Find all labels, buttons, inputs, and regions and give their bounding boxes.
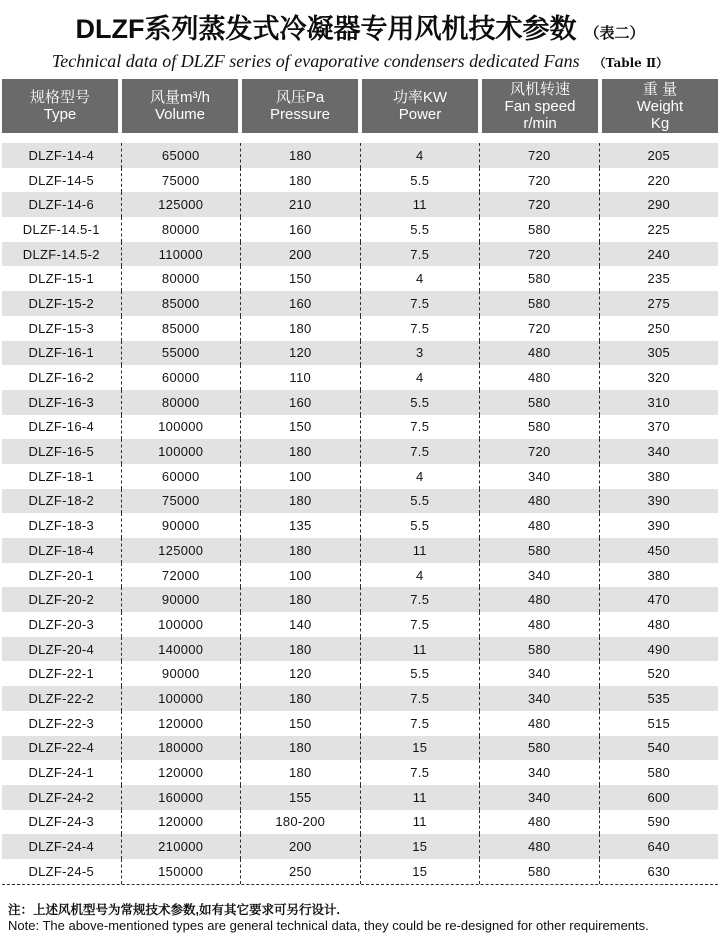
table-cell: DLZF-14.5-1 [2,217,122,242]
table-row [2,859,718,884]
table-row [2,810,718,835]
table-cell: 85000 [122,291,242,316]
table-cell: 90000 [122,513,242,538]
column-header-label: Pressure [269,106,331,123]
table-cell: 11 [361,785,481,810]
table-row [2,192,718,217]
table-cell: 470 [647,592,671,608]
table-cell: 120 [241,661,361,686]
table-cell: 120000 [122,760,242,785]
table-row [2,390,718,415]
table-cell: 480 [647,616,671,632]
column-header-label: 风量m³/h [149,89,210,106]
subtitle-line [0,51,720,73]
table-cell: 180 [241,168,361,193]
table-body [2,143,718,885]
table-cell: 7.5 [361,439,481,464]
table-cell: 125000 [122,538,242,563]
table-cell: 160 [241,217,361,242]
table-cell: 480 [480,810,600,835]
table-cell: 180 [241,316,361,341]
table-cell: DLZF-20-1 [2,563,122,588]
table-cell: 11 [361,192,481,217]
column-header-power [362,79,478,133]
table-cell: 4 [361,266,481,291]
table-cell: 5.5 [361,390,481,415]
table-cell: 180 [241,587,361,612]
table-cell: 480 [480,834,600,859]
table-cell: 65000 [122,143,242,168]
table-cell: 390 [647,493,671,509]
table-cell: DLZF-22-1 [2,661,122,686]
table-cell: 100000 [122,686,242,711]
table-cell: 5.5 [361,513,481,538]
table-cell: 7.5 [361,686,481,711]
table-cell: DLZF-18-1 [2,464,122,489]
note-en: Note: The above-mentioned types are general technical data, they could be re-designed for other requirements. [8,917,649,933]
table-cell: DLZF-18-4 [2,538,122,563]
table-cell: 180 [241,736,361,761]
table-cell: 520 [647,666,671,682]
table-cell: 180 [241,686,361,711]
table-cell: DLZF-16-4 [2,415,122,440]
table-header-row [2,79,718,133]
table-cell: 100000 [122,415,242,440]
table-cell: 160 [241,390,361,415]
table-cell: 720 [480,192,600,217]
table-cell: 340 [480,785,600,810]
table-cell: 100 [241,563,361,588]
table-cell: 380 [647,567,671,583]
table-cell: DLZF-15-2 [2,291,122,316]
table-cell: 480 [480,612,600,637]
table-cell: 340 [480,760,600,785]
column-header-label: Type [43,106,77,123]
table-cell: 580 [480,217,600,242]
table-cell: DLZF-24-4 [2,834,122,859]
table-row [2,242,718,267]
table-cell: 580 [480,859,600,884]
table-cell: 120000 [122,711,242,736]
table-cell: 90000 [122,587,242,612]
table-cell: 630 [647,863,671,879]
table-cell: 120000 [122,810,242,835]
table-row [2,637,718,662]
table-cell: 160000 [122,785,242,810]
table-cell: 125000 [122,192,242,217]
table-cell: 580 [480,390,600,415]
table-cell: 720 [480,242,600,267]
table-cell: 7.5 [361,587,481,612]
table-cell: DLZF-16-2 [2,365,122,390]
table-cell: 220 [647,172,671,188]
table-cell: 160 [241,291,361,316]
table-cell: 15 [361,859,481,884]
column-header-label: Power [398,106,442,123]
table-cell: 480 [480,341,600,366]
table-row [2,217,718,242]
table-cell: 100000 [122,612,242,637]
table-cell: 60000 [122,464,242,489]
column-header-label: 规格型号 [29,89,90,106]
column-header-label: Volume [154,106,206,123]
table-cell: 290 [647,197,671,213]
table-cell: 340 [480,563,600,588]
table-cell: 340 [480,464,600,489]
table-cell: DLZF-22-2 [2,686,122,711]
table-cell: 305 [647,345,671,361]
table-cell: 100 [241,464,361,489]
table-cell: DLZF-18-2 [2,489,122,514]
table-cell: 720 [480,316,600,341]
table-cell: 5.5 [361,217,481,242]
table-row [2,266,718,291]
table-cell: DLZF-24-2 [2,785,122,810]
table-cell: 15 [361,736,481,761]
table-cell: 11 [361,538,481,563]
column-header-label: r/min [523,114,557,132]
table-cell: 3 [361,341,481,366]
table-cell: 140000 [122,637,242,662]
table-cell: 180 [241,489,361,514]
column-header-volume [122,79,238,133]
table-cell: 480 [480,489,600,514]
table-cell: DLZF-14-6 [2,192,122,217]
table-row [2,341,718,366]
table-cell: 5.5 [361,661,481,686]
column-header-label: Fan speed [504,97,576,115]
footnotes [8,902,720,934]
table-cell: 7.5 [361,760,481,785]
table-cell: 720 [480,143,600,168]
column-header-weight [602,79,718,133]
table-row [2,439,718,464]
table-row [2,785,718,810]
table-cell: DLZF-16-5 [2,439,122,464]
document-header [0,0,720,73]
table-cell: DLZF-24-3 [2,810,122,835]
table-cell: DLZF-22-4 [2,736,122,761]
table-cell: 275 [647,295,671,311]
table-cell: DLZF-18-3 [2,513,122,538]
table-cell: 640 [647,839,671,855]
column-header-pressure [242,79,358,133]
table-cell: 370 [647,419,671,435]
column-header-type [2,79,118,133]
column-header-label: 重 量 [642,80,678,98]
table-cell: 150 [241,415,361,440]
table-cell: DLZF-24-1 [2,760,122,785]
table-row [2,834,718,859]
table-cell: 250 [647,320,671,336]
table-cell: 480 [480,587,600,612]
column-header-label: Kg [650,114,670,132]
table-cell: DLZF-16-1 [2,341,122,366]
table-cell: DLZF-14-4 [2,143,122,168]
table-cell: 155 [241,785,361,810]
table-row [2,143,718,168]
table-cell: 80000 [122,266,242,291]
table-cell: 140 [241,612,361,637]
page-subtitle: Technical data of DLZF series of evaporative condensers dedicated Fans [51,51,580,71]
table-cell: 5.5 [361,168,481,193]
table-cell: DLZF-14.5-2 [2,242,122,267]
table-cell: 80000 [122,217,242,242]
table-cell: 75000 [122,489,242,514]
table-row [2,563,718,588]
table-cell: 135 [241,513,361,538]
table-row [2,711,718,736]
table-cell: 4 [361,464,481,489]
table-cell: 80000 [122,390,242,415]
table-cell: 72000 [122,563,242,588]
table-cell: 7.5 [361,242,481,267]
table-cell: 490 [647,641,671,657]
table-cell: 110000 [122,242,242,267]
table-cell: 210000 [122,834,242,859]
table-row [2,489,718,514]
table-cell: 7.5 [361,291,481,316]
table-cell: 150 [241,711,361,736]
table-number-tag-en: （Table Ⅱ） [593,56,669,70]
table-cell: 200 [241,242,361,267]
table-cell: 7.5 [361,415,481,440]
table-cell: 100000 [122,439,242,464]
table-cell: 720 [480,439,600,464]
table-row [2,365,718,390]
column-header-fan-speed [482,79,598,133]
table-row [2,587,718,612]
table-cell: DLZF-14-5 [2,168,122,193]
table-cell: DLZF-16-3 [2,390,122,415]
table-cell: 15 [361,834,481,859]
table-cell: 4 [361,365,481,390]
table-cell: 580 [647,765,671,781]
table-cell: 340 [480,686,600,711]
table-cell: 480 [480,711,600,736]
table-cell: 7.5 [361,316,481,341]
table-cell: 580 [480,266,600,291]
table-cell: 180000 [122,736,242,761]
table-cell: 310 [647,394,671,410]
column-header-label: Weight [636,97,684,115]
title-line [0,13,720,50]
table-cell: 580 [480,637,600,662]
table-cell: 320 [647,370,671,386]
column-header-label: 风压Pa [275,89,325,106]
table-cell: 210 [241,192,361,217]
table-cell: 85000 [122,316,242,341]
table-row [2,760,718,785]
table-cell: 515 [647,715,671,731]
column-header-label: 风机转速 [509,80,570,98]
table-cell: 110 [241,365,361,390]
table-cell: 580 [480,415,600,440]
table-cell: DLZF-24-5 [2,859,122,884]
table-row [2,686,718,711]
table-cell: 340 [647,444,671,460]
table-cell: 60000 [122,365,242,390]
table-cell: 55000 [122,341,242,366]
table-row [2,736,718,761]
table-cell: 4 [361,563,481,588]
table-cell: 120 [241,341,361,366]
table-cell: 11 [361,810,481,835]
table-cell: 240 [647,246,671,262]
table-row [2,316,718,341]
table-row [2,538,718,563]
table-cell: 7.5 [361,711,481,736]
table-cell: 90000 [122,661,242,686]
table-cell: 720 [480,168,600,193]
table-cell: 200 [241,834,361,859]
table-cell: 7.5 [361,612,481,637]
table-row [2,612,718,637]
table-row [2,513,718,538]
table-cell: 180 [241,143,361,168]
table-cell: 590 [647,814,671,830]
table-row [2,168,718,193]
note-cn: 注：上述风机型号为常规技术参数,如有其它要求可另行设计. [8,902,340,917]
table-number-tag: （表二） [584,25,645,42]
table-cell: 380 [647,468,671,484]
table-cell: 480 [480,513,600,538]
table-cell: 205 [647,147,671,163]
table-row [2,415,718,440]
table-cell: 450 [647,542,671,558]
table-cell: 580 [480,291,600,316]
table-cell: 580 [480,538,600,563]
table-cell: 390 [647,518,671,534]
table-cell: 75000 [122,168,242,193]
table-row [2,291,718,316]
table-cell: 225 [647,221,671,237]
column-header-label: 功率KW [392,89,448,106]
table-cell: 600 [647,789,671,805]
table-cell: DLZF-15-3 [2,316,122,341]
table-cell: DLZF-20-4 [2,637,122,662]
table-cell: DLZF-20-3 [2,612,122,637]
table-cell: 235 [647,271,671,287]
table-cell: 11 [361,637,481,662]
table-cell: 150000 [122,859,242,884]
table-row [2,661,718,686]
page-title: DLZF系列蒸发式冷凝器专用风机技术参数 [75,14,577,44]
table-cell: 540 [647,740,671,756]
table-cell: 180-200 [241,810,361,835]
table-row [2,464,718,489]
table-cell: 180 [241,637,361,662]
table-cell: 340 [480,661,600,686]
table-cell: 4 [361,143,481,168]
table-cell: 535 [647,690,671,706]
table-cell: 180 [241,439,361,464]
table-cell: 180 [241,760,361,785]
table-cell: DLZF-15-1 [2,266,122,291]
table-cell: 580 [480,736,600,761]
table-cell: DLZF-22-3 [2,711,122,736]
table-cell: 150 [241,266,361,291]
spec-table [2,79,718,885]
table-cell: 5.5 [361,489,481,514]
table-cell: 250 [241,859,361,884]
table-cell: DLZF-20-2 [2,587,122,612]
table-cell: 180 [241,538,361,563]
table-cell: 480 [480,365,600,390]
